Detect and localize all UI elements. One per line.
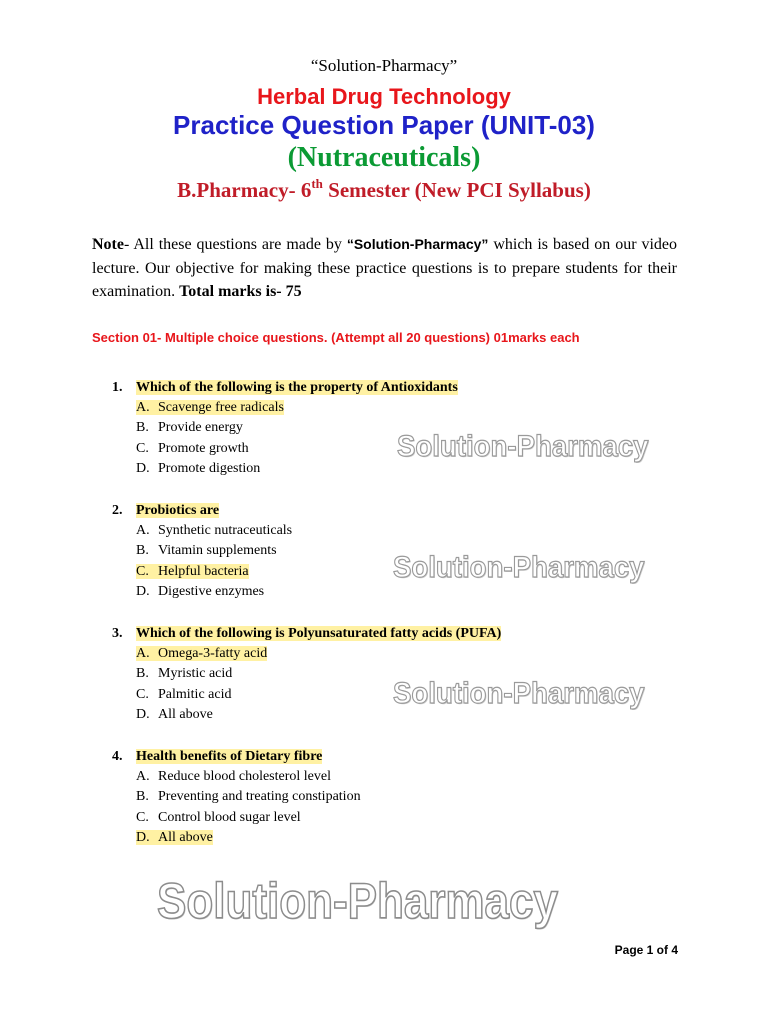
note-paragraph: [92, 233, 677, 304]
answer-highlight: C. Helpful bacteria: [136, 563, 249, 579]
subject-title: Herbal Drug Technology: [257, 84, 511, 109]
option-d: [112, 828, 672, 848]
note-total-marks: Total marks is- 75: [179, 283, 302, 300]
answer-highlight: A. Omega-3-fatty acid: [136, 646, 268, 661]
watermark-1: Solution-Pharmacy: [397, 430, 649, 463]
option-c: C. Palmitic acid: [136, 686, 232, 702]
question-text: Probiotics are: [136, 503, 220, 518]
course-sup: th: [311, 176, 323, 191]
section-heading: Section 01- Multiple choice questions. (Attempt all 20 questions) 01marks each: [92, 330, 580, 345]
note-text-1: - All these questions are made by: [123, 236, 347, 253]
question-number: 1.: [112, 380, 123, 395]
course-suffix: Semester (New PCI Syllabus): [322, 178, 591, 202]
option-c: C. Promote growth: [136, 440, 249, 456]
page-number: Page 1 of 4: [614, 943, 678, 957]
watermark-4: Solution-Pharmacy: [157, 873, 558, 929]
watermark-2: Solution-Pharmacy: [393, 551, 645, 584]
paper-title: Practice Question Paper (UNIT-03): [173, 110, 595, 140]
course-prefix: B.Pharmacy- 6: [177, 178, 312, 202]
watermark-3: Solution-Pharmacy: [393, 677, 645, 710]
option-d: D. Digestive enzymes: [136, 584, 265, 600]
question-number: 2.: [112, 503, 123, 518]
course-title: [0, 178, 768, 203]
option-c: C. Control blood sugar level: [136, 809, 301, 825]
option-b: B. Preventing and treating constipation: [136, 789, 361, 805]
topic-title: (Nutraceuticals): [287, 142, 481, 173]
note-label: Note: [92, 236, 124, 253]
question-text: Which of the following is Polyunsaturated fatty acids (PUFA): [136, 626, 502, 641]
answer-highlight: A. Scavenge free radicals: [136, 400, 284, 415]
option-b: B. Myristic acid: [136, 666, 233, 682]
option-b: B. Vitamin supplements: [136, 543, 277, 559]
option-d: D. All above: [136, 707, 213, 723]
question-number: 4.: [112, 749, 123, 764]
document-title: “Solution-Pharmacy”: [310, 56, 458, 75]
question-text: Which of the following is the property of Antioxidants: [136, 380, 458, 395]
question-1: [112, 377, 672, 480]
question-text: Health benefits of Dietary fibre: [136, 749, 323, 764]
option-a: A. Synthetic nutraceuticals: [136, 523, 293, 538]
option-a: A. Reduce blood cholesterol level: [136, 769, 331, 784]
note-brand: “Solution-Pharmacy”: [346, 236, 489, 252]
option-b: B. Provide energy: [136, 420, 243, 436]
question-4: [112, 746, 672, 849]
answer-highlight: D. All above: [136, 830, 213, 846]
option-a: [112, 398, 672, 418]
option-d: D. Promote digestion: [136, 461, 261, 477]
note-text-2: which is based on our video lecture. Our objective for making these practice questions is to prepare students for their examination.: [92, 236, 678, 300]
question-number: 3.: [112, 626, 123, 641]
option-a: [112, 644, 672, 664]
